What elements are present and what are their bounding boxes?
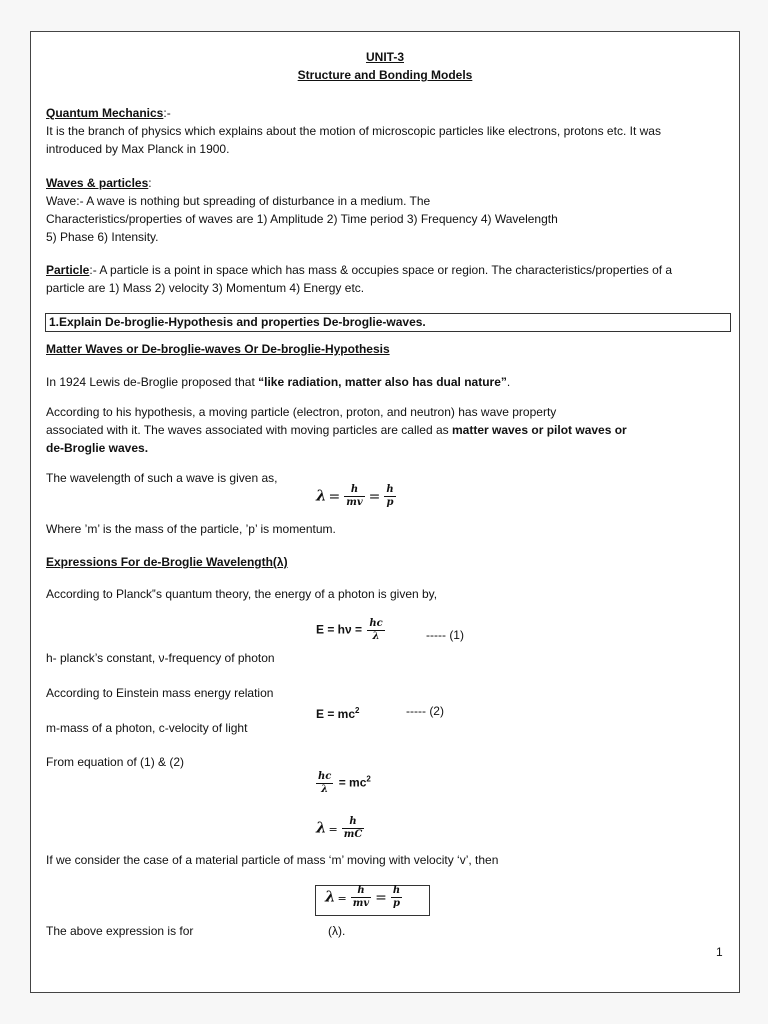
planck-note: h- planck’s constant, ν-frequency of photon — [46, 651, 275, 665]
matter-p1-post: . — [506, 375, 511, 389]
numerator: h — [386, 484, 394, 495]
material-particle-text: If we consider the case of a material particle of mass ‘m’ moving with velocity ‘v’, then — [46, 853, 499, 867]
matter-para-4: Where ’m’ is the mass of the particle, ’p’ is momentum. — [46, 522, 336, 536]
denominator: p — [386, 497, 394, 508]
denominator: mC — [343, 829, 363, 840]
document-page — [30, 31, 740, 993]
above-expression-end: (λ). — [328, 924, 346, 938]
equation-1 — [316, 618, 387, 643]
einstein-text: According to Einstein mass energy relation — [46, 686, 274, 700]
mc-expression: = mc — [335, 775, 367, 790]
debroglie-equation — [316, 484, 398, 509]
fraction-h-p — [391, 885, 402, 910]
fraction-hc-lambda — [367, 618, 384, 643]
waves-line-3: 5) Phase 6) Intensity. — [46, 230, 159, 244]
waves-line-1: Wave:- A wave is nothing but spreading of disturbance in a medium. The — [46, 194, 431, 208]
page-title: Structure and Bonding Models — [297, 68, 473, 82]
matter-p2-pre: associated with it. The waves associated with moving particles are called as — [46, 423, 452, 437]
numerator: h — [344, 484, 364, 497]
fraction-h-mv — [351, 885, 371, 910]
energy-expression: E = hν = — [316, 622, 366, 637]
quantum-heading: Quantum Mechanics — [46, 106, 164, 120]
quantum-heading-line — [46, 104, 171, 122]
numerator: hc — [318, 771, 332, 782]
quantum-line-2: introduced by Max Planck in 1900. — [46, 142, 230, 156]
quantum-suffix: :- — [163, 106, 171, 120]
particle-text: :- A particle is a point in space which has mass & occupies space or region. The characteristics/properties of a — [89, 263, 673, 277]
waves-line-2: Characteristics/properties of waves are 1) Amplitude 2) Time period 3) Frequency 4) Wavelength — [46, 212, 558, 226]
matter-p2-bold: matter waves or pilot waves or — [451, 423, 627, 437]
lambda-symbol: λ — [316, 486, 327, 505]
fraction-h-mc — [342, 816, 365, 841]
fraction-h-p — [384, 484, 395, 509]
matter-para-2-line-3: de-Broglie waves. — [46, 441, 149, 455]
numerator: h — [392, 885, 401, 896]
superscript-2: 2 — [366, 774, 371, 784]
matter-para-3: The wavelength of such a wave is given as, — [46, 471, 278, 485]
quantum-line-1: It is the branch of physics which explains about the motion of microscopic particles like electrons, protons etc. It was — [46, 124, 661, 138]
denominator: mv — [346, 497, 363, 508]
equals-sign: = — [328, 822, 338, 836]
matter-p1-pre: In 1924 Lewis de-Broglie proposed that — [46, 375, 259, 389]
fraction-h-mv — [344, 484, 364, 509]
equation-2 — [316, 702, 359, 723]
final-equation — [325, 885, 404, 910]
equals-sign: = — [328, 488, 341, 505]
denominator: λ — [321, 784, 329, 795]
numerator: hc — [369, 618, 383, 629]
unit-heading: UNIT-3 — [365, 50, 404, 64]
waves-heading-line — [46, 174, 152, 192]
particle-heading: Particle — [46, 263, 90, 277]
equation-combined — [314, 771, 371, 796]
matter-heading: Matter Waves or De-broglie-waves Or De-broglie-Hypothesis — [46, 342, 390, 356]
equals-sign: = — [337, 891, 347, 905]
energy-mass-expression: E = mc — [316, 707, 356, 721]
lambda-symbol: λ — [316, 818, 327, 837]
matter-p1-bold: “like radiation, matter also has dual nature” — [258, 375, 507, 389]
particle-line-2: particle are 1) Mass 2) velocity 3) Momentum 4) Energy etc. — [46, 281, 365, 295]
waves-suffix: : — [148, 176, 152, 190]
particle-line-1 — [46, 261, 672, 279]
equation-2-label: ----- (2) — [406, 704, 444, 718]
equation-1-label: ----- (1) — [426, 628, 464, 642]
question-text: 1.Explain De-broglie-Hypothesis and properties De-broglie-waves. — [49, 315, 426, 329]
above-expression-text: The above expression is for — [46, 924, 194, 938]
equals-sign: = — [375, 889, 387, 906]
expressions-heading: Expressions For de-Broglie Wavelength(λ) — [46, 555, 288, 569]
equals-sign: = — [368, 488, 381, 505]
equation-lambda-mc — [316, 816, 366, 841]
planck-text: According to Planck‟s quantum theory, the energy of a photon is given by, — [46, 587, 438, 601]
mass-note: m-mass of a photon, c-velocity of light — [46, 721, 248, 735]
denominator: p — [393, 898, 401, 909]
fraction-hc-lambda — [316, 771, 333, 796]
numerator: h — [342, 816, 365, 829]
matter-para-1 — [46, 373, 510, 391]
from-equation-text: From equation of (1) & (2) — [46, 755, 185, 769]
denominator: λ — [372, 631, 380, 642]
denominator: mv — [352, 898, 370, 909]
matter-para-2-line-2 — [46, 421, 627, 439]
numerator: h — [351, 885, 371, 898]
superscript-2: 2 — [355, 706, 360, 715]
lambda-symbol: λ — [325, 887, 336, 906]
waves-heading: Waves & particles — [46, 176, 149, 190]
page-number: 1 — [716, 945, 723, 959]
matter-para-2-line-1: According to his hypothesis, a moving particle (electron, proton, and neutron) has wave property — [46, 405, 557, 419]
